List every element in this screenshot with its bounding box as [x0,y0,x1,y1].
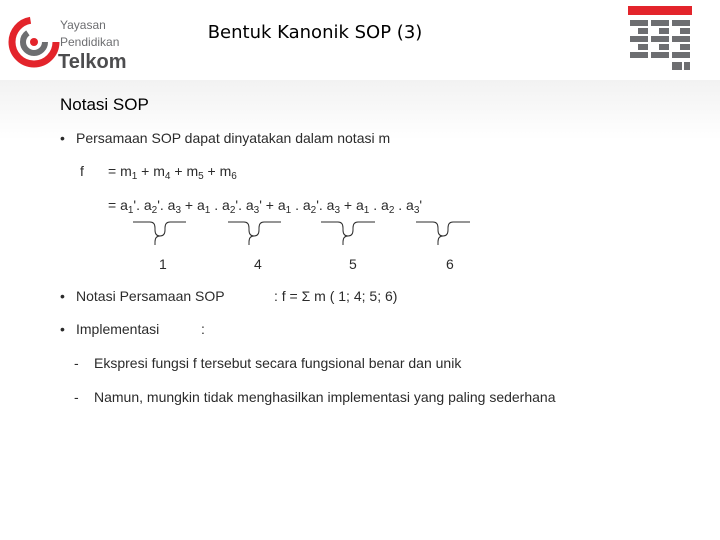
slide-title: Bentuk Kanonik SOP (3) [207,22,423,43]
bullet-dot: • [60,288,65,304]
equation-lhs: f [80,163,84,179]
bullet-label: Implementasi [76,321,160,337]
subpoint-item [74,389,556,405]
dash-marker: - [74,389,79,405]
bullet-dot: • [60,130,65,146]
bullet-label: Notasi Persamaan SOP [76,288,225,304]
subpoint-item [74,355,461,371]
svg-text:Pendidikan: Pendidikan [60,35,120,49]
minterm-number: 4 [254,256,262,272]
notasi-value: : f = Σ m ( 1; 4; 5; 6) [274,288,398,304]
dash-marker: - [74,355,79,371]
section-heading: Notasi SOP [60,95,149,114]
equation-literals: = $a_1'$. $a_2'$. $a_3 + a_1$ . $a_2'$. $a_3' + a_1$ . $a_2'$. $a_3 + a_1$ . $a_2$ . $a_3'$ [108,197,423,216]
subpoint-text: Namun, mungkin tidak menghasilkan implementasi yang paling sederhana [94,389,556,405]
equation-minterms: = $m_1 + m_4 + m_5 + m_6$ [108,163,237,182]
svg-text:Yayasan: Yayasan [60,18,106,32]
implementasi-colon: : [201,321,205,337]
bullet-implementasi [60,321,159,337]
bullet-notasi [60,288,225,304]
svg-text:Telkom: Telkom [58,51,127,73]
minterm-number: 6 [446,256,454,272]
minterm-number: 5 [349,256,357,272]
subpoint-text: Ekspresi fungsi f tersebut secara fungsional benar dan unik [94,355,462,371]
bullet-dot: • [60,321,65,337]
bullet-text: Persamaan SOP dapat dinyatakan dalam notasi m [76,130,391,146]
minterm-number: 1 [159,256,167,272]
